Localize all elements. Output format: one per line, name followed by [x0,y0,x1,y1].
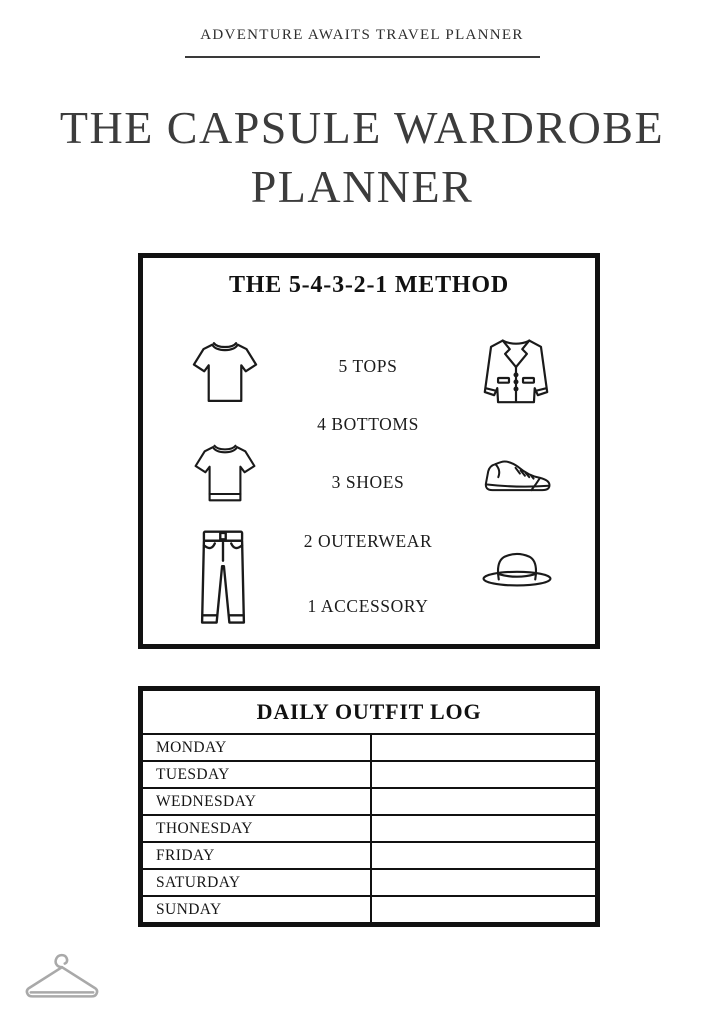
brand-header: ADVENTURE AWAITS TRAVEL PLANNER [200,27,524,43]
table-row [143,895,595,922]
day-label: MONDAY [143,735,372,760]
outfit-log-title: DAILY OUTFIT LOG [143,691,595,735]
outfit-entry-cell [372,735,595,760]
day-label: TUESDAY [143,762,372,787]
day-label: THONESDAY [143,816,372,841]
method-item: 4 BOTTOMS [317,414,419,434]
pants-icon [196,528,250,628]
method-item: 2 OUTERWEAR [303,531,433,551]
outfit-entry-cell [372,870,595,895]
method-box [138,253,600,649]
outfit-entry-cell [372,816,595,841]
day-label: FRIDAY [143,843,372,868]
sneaker-icon [481,452,553,498]
outfit-entry-cell [372,789,595,814]
table-row [143,735,595,760]
page-title: THE CAPSULE WARDROBE PLANNER [59,102,665,212]
table-row [143,787,595,814]
header-divider [185,56,540,58]
method-box-title: THE 5-4-3-2-1 METHOD [229,272,509,298]
tshirt-icon [188,335,262,409]
hat-icon [479,544,555,592]
hanger-icon [22,948,102,1010]
table-row [143,760,595,787]
daily-outfit-log [138,686,600,927]
method-item: 3 SHOES [331,472,405,492]
outfit-entry-cell [372,843,595,868]
table-row [143,841,595,868]
day-label: WEDNESDAY [143,789,372,814]
method-item: 1 ACCESSORY [307,596,429,616]
day-label: SATURDAY [143,870,372,895]
tshirt-icon [188,438,262,508]
table-row [143,814,595,841]
outfit-entry-cell [372,897,595,922]
outfit-entry-cell [372,762,595,787]
table-row [143,868,595,895]
method-item: 5 TOPS [338,356,398,376]
blazer-icon [477,332,555,410]
day-label: SUNDAY [143,897,372,922]
